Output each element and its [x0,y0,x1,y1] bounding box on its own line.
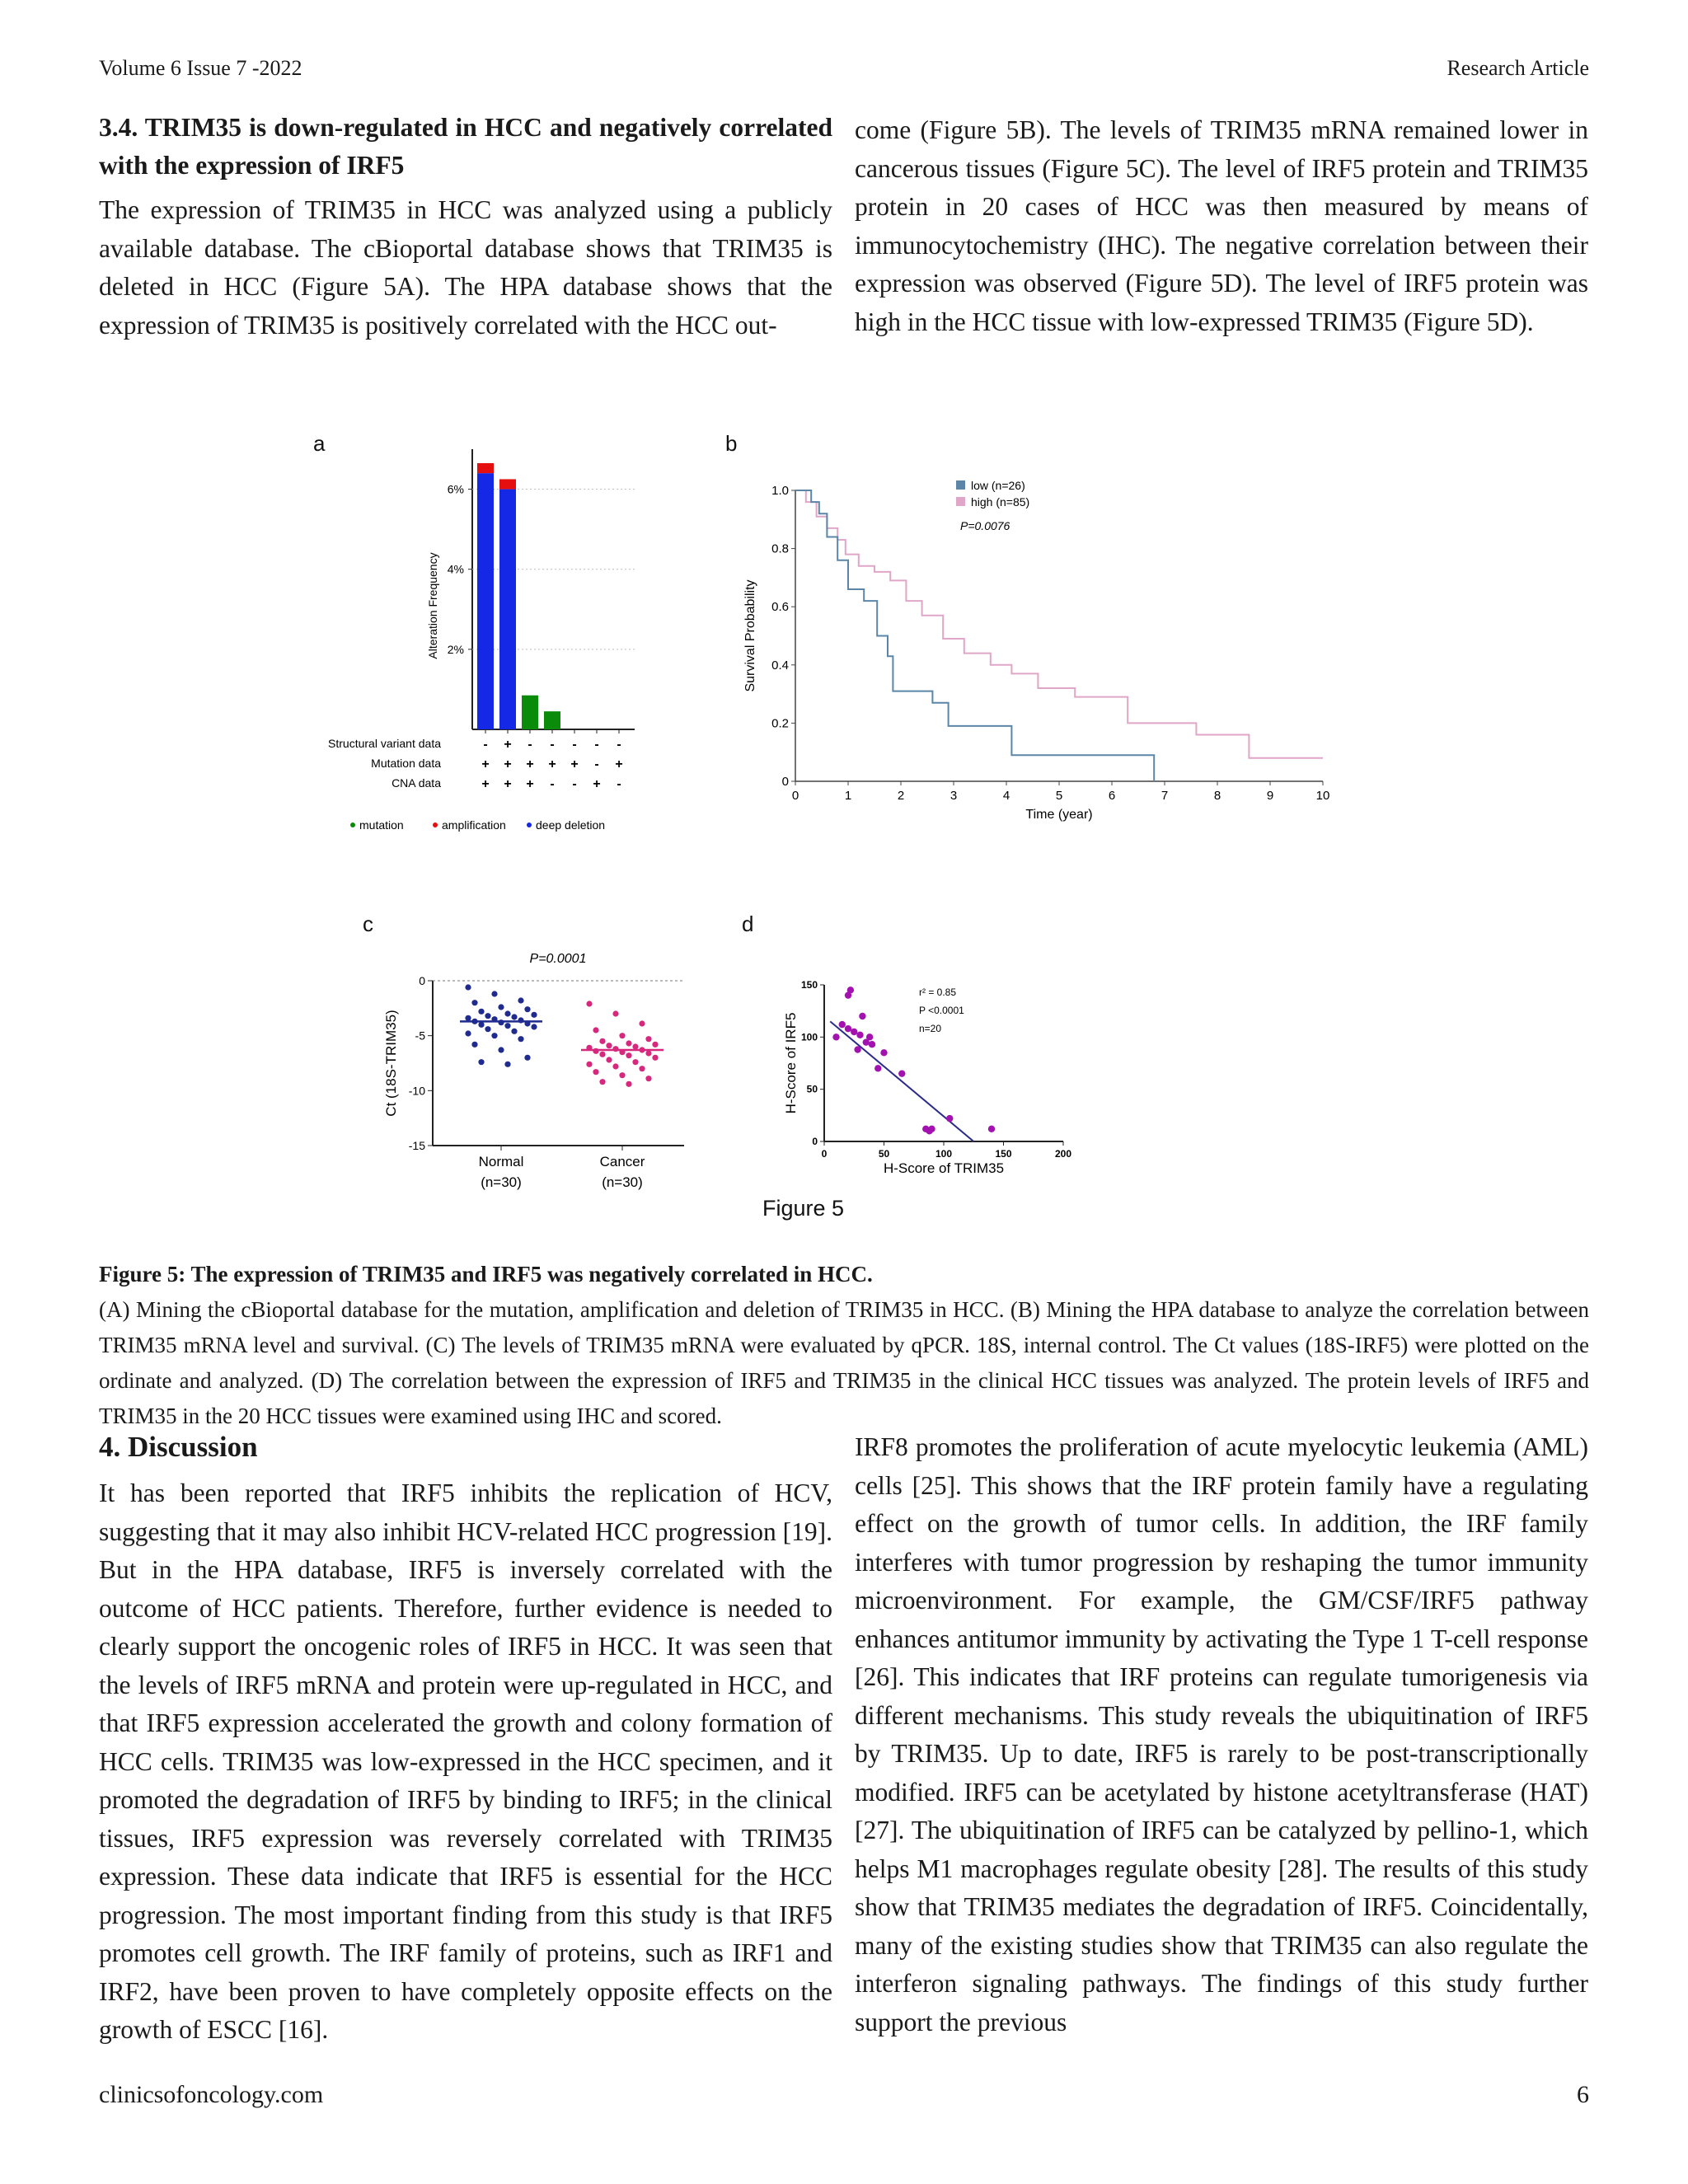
d-point [928,1126,935,1132]
c-point-normal [478,1022,484,1028]
d-point [845,991,851,998]
b-legend-swatch [956,497,965,506]
c-point-cancer [599,1052,605,1057]
c-point-normal [465,984,471,990]
c-point-normal [531,1024,537,1029]
discussion-left-column [99,1428,832,2050]
c-point-cancer [632,1043,638,1049]
b-legend-label: high (n=85) [971,495,1030,509]
c-point-cancer [606,1057,612,1062]
a-y-tick-label: 4% [447,562,464,576]
c-point-cancer [612,1010,618,1016]
c-point-cancer [593,1027,598,1033]
c-y-tick-label: 0 [419,974,425,987]
c-point-normal [524,1055,530,1061]
panel-label-b: b [725,431,738,456]
a-row-mark: + [570,757,579,771]
c-point-normal [491,1033,497,1038]
figure-caption-body: (A) Mining the cBioportal database for the mutation, amplification and deletion of TRIM35 in HCC. (B) Mining the HPA database to analyze the correlation between TRIM35 mRNA level and survival. (C) The levels of TRIM35 mRNA were evaluated by qPCR. 18S, internal control. The Ct values (18S-IRF5) were plotted on the ordinate and analyzed. (D) The correlation between the expression of IRF5 and TRIM35 in the clinical HCC tissues was analyzed. The protein levels of IRF5 and TRIM35 in the 20 HCC tissues were examined using IHC and scored. [99,1297,1589,1428]
panel-label-a: a [313,431,326,456]
figure-caption-title: Figure 5: The expression of TRIM35 and IRF5 was negatively correlated in HCC. [99,1262,873,1286]
c-point-cancer [612,1063,618,1069]
figure-label: Figure 5 [762,1196,845,1221]
c-point-normal [478,1059,484,1065]
discussion-right-column [855,1428,1588,2041]
b-y-tick-label: 1.0 [771,484,789,498]
b-y-tick-label: 0.6 [771,600,789,615]
page-number: 6 [1577,2081,1589,2108]
c-point-normal [491,991,497,996]
a-y-tick-label: 2% [447,642,464,656]
c-point-cancer [586,1062,592,1067]
a-row-mark: + [615,757,623,771]
a-row-mark: - [572,738,577,752]
footer-site: clinicsofoncology.com [99,2081,324,2108]
c-point-normal [518,1036,523,1042]
a-row-mark: - [483,738,488,752]
c-point-normal [485,1026,490,1032]
d-y-tick-label: 0 [812,1136,818,1147]
c-group-n: (n=30) [481,1174,522,1190]
d-point [946,1115,953,1122]
a-legend-marker [527,823,532,827]
section-3-4-title: 3.4. TRIM35 is down-regulated in HCC and negatively correlated with the expression of IRF5 [99,113,832,180]
a-row-mark: + [526,777,534,791]
a-row-mark: + [593,777,601,791]
a-row-mark: + [504,777,512,791]
b-y-tick-label: 0.2 [771,716,789,731]
a-row-mark: - [617,777,621,791]
a-bar-amplification [499,479,516,489]
c-point-cancer [639,1020,645,1026]
d-stat-label: P <0.0001 [919,1005,964,1016]
a-row-mark: + [548,757,556,771]
d-y-tick-label: 50 [806,1083,818,1095]
a-legend-marker [350,823,355,827]
panel-b-survival-curve [725,431,1329,822]
a-legend-label: mutation [359,818,404,832]
c-point-cancer [645,1036,651,1042]
panel-label-d: d [742,912,754,936]
d-x-axis-label: H-Score of TRIM35 [883,1160,1005,1176]
c-y-tick-label: -10 [408,1084,425,1098]
c-point-normal [504,1062,510,1067]
c-point-cancer [586,1001,592,1006]
panel-c-ct-scatter [363,912,684,1190]
d-point [866,1033,873,1040]
c-point-cancer [626,1081,631,1087]
d-point [988,1126,995,1132]
d-point [880,1049,887,1056]
d-point [859,1013,865,1019]
figure-caption [99,1257,1589,1434]
d-x-tick-label: 200 [1054,1148,1072,1160]
c-point-cancer [632,1059,638,1065]
b-x-tick-label: 5 [1055,789,1063,803]
c-group-label: Cancer [599,1154,645,1169]
b-y-axis-label: Survival Probability [743,579,757,692]
a-row-label: CNA data [392,776,441,790]
a-legend-marker [433,823,438,827]
d-point [851,1029,857,1035]
d-point [845,1025,851,1032]
b-x-tick-label: 2 [897,789,905,803]
b-x-tick-label: 3 [950,789,958,803]
a-row-mark: + [504,738,512,752]
c-group-n: (n=30) [602,1174,643,1190]
a-bar-mutation [522,696,538,729]
c-point-normal [511,1029,517,1034]
b-x-tick-label: 8 [1213,789,1221,803]
b-legend-swatch [956,480,965,490]
c-point-normal [524,1006,530,1012]
section-3-4-left-column [99,109,832,344]
c-p-value: P=0.0001 [529,952,587,966]
b-y-tick-label: 0 [781,775,789,789]
discussion-paragraph-right: IRF8 promotes the proliferation of acute myelocytic leukemia (AML) cells [25]. This shows that the IRF protein family have a regulating effect on the growth of tumor cells. In addition, the IRF family interferes with tumor progression by reshaping the tumor immunity microenvironment. For example, the GM/CSF/IRF5 pathway enhances antitumor immunity by activating the Type 1 T-cell response [26]. This indicates that IRF proteins can regulate tumorigenesis via different mechanisms. This study reveals the ubiquitination of IRF5 by TRIM35. Up to date, IRF5 is rarely to be post-transcriptionally modified. IRF5 can be acetylated by histone acetyltransferase (HAT)[27]. The ubiquitination of IRF5 can be catalyzed by pellino-1, which helps M1 macrophages regulate obesity [28]. The results of this study show that TRIM35 mediates the degradation of IRF5. Coincidentally, many of the existing studies show that TRIM35 can also regulate the interferon signaling pathways. The findings of this study further support the previous [855,1432,1588,2036]
d-point [898,1070,905,1076]
discussion-title: 4. Discussion [99,1431,258,1463]
article-type: Research Article [1447,56,1589,80]
c-point-normal [471,1042,477,1047]
c-point-normal [478,1009,484,1015]
a-row-mark: - [594,738,599,752]
d-stat-label: n=20 [919,1023,942,1034]
figure-5 [313,424,1352,1236]
a-row-mark: - [550,738,555,752]
d-x-tick-label: 0 [821,1148,828,1160]
d-x-tick-label: 50 [878,1148,890,1160]
a-legend-label: deep deletion [536,818,606,832]
c-point-normal [531,1012,537,1018]
c-point-cancer [606,1043,612,1048]
b-p-value: P=0.0076 [960,519,1010,532]
d-point [832,1033,839,1040]
c-point-normal [498,1047,504,1052]
c-point-normal [465,1015,471,1021]
d-point [856,1032,863,1038]
b-km-curve-low [795,490,1154,781]
c-group-label: Normal [478,1154,524,1169]
c-y-tick-label: -5 [415,1029,425,1043]
a-row-mark: - [528,738,532,752]
c-point-cancer [626,1040,631,1046]
a-row-mark: + [504,757,512,771]
section-3-4-paragraph-left: The expression of TRIM35 in HCC was analyzed using a publicly available database. The cBioportal database shows that TRIM35 is deleted in HCC (Figure 5A). The HPA database shows that the expression of TRIM35 is positively correlated with the HCC out- [99,195,832,340]
a-row-mark: + [481,757,490,771]
a-row-label: Structural variant data [328,737,441,750]
a-bar-mutation [544,711,560,729]
a-row-label: Mutation data [371,757,441,770]
a-y-tick-label: 6% [447,482,464,496]
panel-d-correlation-scatter [742,912,1071,1176]
c-point-cancer [619,1033,625,1038]
panel-a-alteration-frequency [313,431,635,832]
c-point-cancer [645,1076,651,1081]
c-point-normal [471,1000,477,1005]
c-point-cancer [652,1042,658,1047]
c-point-cancer [652,1055,658,1061]
b-x-tick-label: 4 [1002,789,1010,803]
b-x-axis-label: Time (year) [1025,808,1093,822]
d-stat-label: r² = 0.85 [919,987,957,998]
a-bar-deep-deletion [499,490,516,729]
d-y-axis-label: H-Score of IRF5 [783,1012,799,1114]
a-row-mark: - [617,738,621,752]
a-row-mark: - [594,757,599,771]
panel-label-c: c [363,912,373,936]
journal-volume: Volume 6 Issue 7 -2022 [99,56,302,80]
c-point-cancer [639,1066,645,1071]
c-point-normal [498,1004,504,1010]
b-x-tick-label: 7 [1160,789,1169,803]
c-point-normal [504,1023,510,1029]
section-3-4-paragraph-right: come (Figure 5B). The levels of TRIM35 mRNA remained lower in cancerous tissues (Figure 5C). The level of IRF5 protein and TRIM35 protein in 20 cases of HCC was then measured by means of immunocytochemistry (IHC). The negative correlation between their expression was observed (Figure 5D). The level of IRF5 protein was high in the HCC tissue with low-expressed TRIM35 (Figure 5D). [855,115,1588,336]
a-legend-label: amplification [442,818,506,832]
c-point-normal [465,1030,471,1036]
a-row-mark: + [526,757,534,771]
c-point-normal [511,1014,517,1019]
b-x-tick-label: 0 [791,789,799,803]
d-point [869,1041,875,1047]
c-point-normal [504,1010,510,1016]
b-legend-label: low (n=26) [971,479,1025,492]
d-point [839,1021,846,1028]
discussion-paragraph-left: It has been reported that IRF5 inhibits the replication of HCV, suggesting that it may also inhibit HCV-related HCC progression [19]. But in the HPA database, IRF5 is inversely correlated with the outcome of HCC patients. Therefore, further evidence is needed to clearly support the oncogenic roles of IRF5 in HCC. It was seen that the levels of IRF5 mRNA and protein were up-regulated in HCC, and that IRF5 expression accelerated the growth and colony formation of HCC cells. TRIM35 was low-expressed in the HCC specimen, and it promoted the degradation of IRF5 by binding to IRF5; in the clinical tissues, IRF5 expression was reversely correlated with TRIM35 expression. These data indicate that IRF5 is essential for the HCC progression. The most important finding from this study is that IRF5 promotes cell growth. The IRF family of proteins, such as IRF1 and IRF2, have been proven to have completely opposite effects on the growth of ESCC [16]. [99,1479,832,2044]
b-x-tick-label: 6 [1108,789,1116,803]
c-point-cancer [645,1050,651,1056]
a-y-axis-label: Alteration Frequency [426,552,439,659]
b-x-tick-label: 10 [1315,789,1330,803]
d-point [874,1065,881,1071]
a-row-mark: + [481,777,490,791]
c-point-cancer [619,1072,625,1078]
c-y-axis-label: Ct (18S-TRIM35) [383,1010,399,1117]
d-x-tick-label: 150 [995,1148,1012,1160]
a-row-mark: - [550,777,555,791]
d-y-tick-label: 150 [800,979,818,991]
b-y-tick-label: 0.8 [771,541,789,556]
d-y-tick-label: 100 [800,1031,818,1043]
c-point-normal [485,1013,490,1019]
a-row-mark: - [572,777,577,791]
c-point-cancer [593,1069,598,1075]
d-x-tick-label: 100 [935,1148,953,1160]
section-3-4-right-column [855,111,1588,341]
a-bar-deep-deletion [477,473,494,729]
c-point-cancer [626,1052,631,1058]
a-bar-amplification [477,463,494,473]
d-regression-line [830,1021,973,1141]
c-point-cancer [599,1079,605,1085]
c-y-tick-label: -15 [408,1139,425,1152]
b-x-tick-label: 9 [1266,789,1274,803]
d-point [854,1046,860,1052]
b-km-curve-high [795,490,1323,758]
c-point-normal [518,997,523,1003]
b-x-tick-label: 1 [844,789,852,803]
b-y-tick-label: 0.4 [771,658,789,673]
c-point-cancer [599,1038,605,1044]
